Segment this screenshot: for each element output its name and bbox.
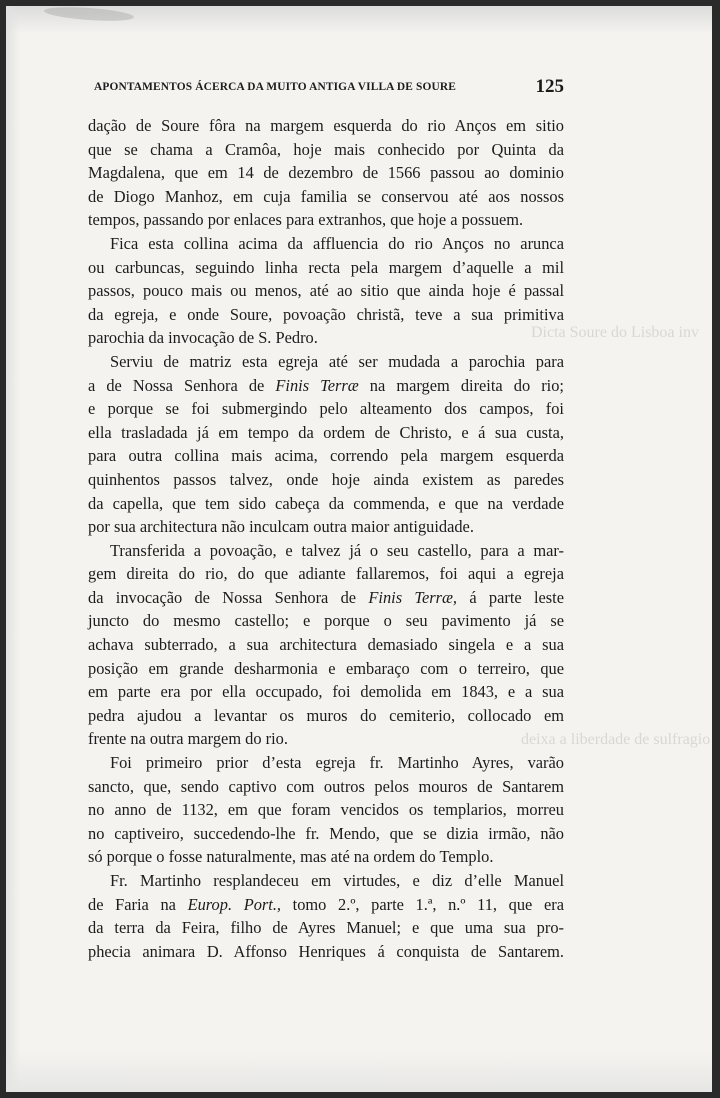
page-number: 125: [535, 76, 564, 97]
text-segment: passos, pouco mais ou menos, até ao sitio que ainda hoje é passal: [88, 281, 564, 301]
scan-shadow-bottom: [6, 1052, 712, 1092]
text-line: [88, 303, 564, 327]
text-segment: na margem direita do rio;: [358, 375, 564, 395]
bleed-through-text-b: deixa a liberdade de sulfragio: [521, 731, 711, 748]
text-segment: da egreja, e onde Soure, povoação christã, teve a sua primitiva: [88, 304, 564, 324]
text-segment: gem direita do rio, do que adiante fallaremos, foi aqui a egreja: [88, 564, 564, 584]
text-segment: frente na outra margem do rio.: [88, 729, 288, 749]
text-segment: a de Nossa Senhora de: [88, 375, 276, 395]
scanned-page: [6, 6, 712, 1092]
text-line: [88, 421, 564, 445]
text-line: [88, 138, 564, 162]
text-segment: em parte era por ella occupado, foi demolida em 1843, e a sua: [88, 682, 564, 702]
text-segment: phecia animara D. Affonso Henriques á conquista de Santarem.: [88, 941, 564, 961]
text-line: [88, 822, 564, 846]
text-line: [88, 515, 564, 539]
text-line: [88, 256, 564, 280]
text-line: [88, 232, 564, 256]
text-segment: que se chama a Cramôa, hoje mais conhecido por Quinta da: [88, 139, 564, 159]
italic-text-segment: Finis Terræ: [275, 375, 359, 395]
scan-shadow-left: [6, 6, 20, 1092]
text-segment: quinhentos passos talvez, onde hoje ainda existem as paredes: [88, 469, 564, 489]
text-segment: á parte leste: [457, 587, 564, 607]
text-segment: por sua architectura não inculcam outra maior antiguidade.: [88, 517, 474, 537]
text-line: [88, 845, 564, 869]
text-segment: Foi primeiro prior d’esta egreja fr. Martinho Ayres, varão: [110, 753, 564, 773]
text-line: [88, 869, 564, 893]
text-segment: de Diogo Manhoz, em cuja familia se conservou até aos nossos: [88, 186, 564, 206]
text-segment: pedra ajudou a levantar os muros do cemiterio, collocado em: [88, 705, 564, 725]
text-line: [88, 350, 564, 374]
text-line: [88, 727, 564, 751]
text-segment: parochia da invocação de S. Pedro.: [88, 328, 318, 348]
text-line: [88, 704, 564, 728]
text-segment: juncto do mesmo castello; e porque o seu pavimento já se: [88, 611, 564, 631]
text-line: [88, 657, 564, 681]
text-line: [88, 609, 564, 633]
text-segment: Serviu de matriz esta egreja até ser mudada a parochia para: [110, 351, 564, 371]
text-segment: no captiveiro, succedendo-lhe fr. Mendo, que se dizia irmão, não: [88, 823, 564, 843]
text-line: [88, 539, 564, 563]
text-line: [88, 562, 564, 586]
text-line: [88, 114, 564, 138]
text-segment: achava subterrado, a sua architectura demasiado singela e a sua: [88, 635, 564, 655]
text-line: [88, 775, 564, 799]
text-line: [88, 940, 564, 964]
text-line: [88, 916, 564, 940]
text-segment: da invocação de Nossa Senhora de: [88, 587, 369, 607]
text-segment: tomo 2.º, parte 1.ª, n.º 11, que era: [281, 894, 564, 914]
text-line: [88, 586, 564, 610]
text-segment: Fr. Martinho resplandeceu em virtudes, e diz d’elle Manuel: [110, 871, 564, 890]
text-line: [88, 751, 564, 775]
text-segment: Magdalena, que em 14 de dezembro de 1566 passou ao dominio: [88, 163, 564, 183]
text-segment: Fica esta collina acima da affluencia do rio Anços no arunca: [110, 233, 564, 253]
text-line: [88, 397, 564, 421]
text-line: [88, 798, 564, 822]
text-line: [88, 326, 564, 350]
text-segment: Transferida a povoação, e talvez já o seu castello, para a mar-: [110, 540, 564, 560]
text-line: [88, 680, 564, 704]
text-segment: dação de Soure fôra na margem esquerda do rio Anços em sitio: [88, 116, 564, 135]
text-segment: posição em grande desharmonia e embaraço com o terreiro, que: [88, 658, 564, 678]
text-segment: sancto, que, sendo captivo com outros pelos mouros de Santarem: [88, 776, 564, 796]
body-text: [88, 114, 564, 963]
text-line: [88, 633, 564, 657]
text-segment: tempos, passando por enlaces para extranhos, que hoje a possuem.: [88, 210, 524, 230]
bleed-through-text-a: Dicta Soure do Lisboa inv: [531, 324, 699, 341]
text-line: [88, 893, 564, 917]
text-segment: ella trasladada já em tempo da ordem de Christo, e á sua custa,: [88, 422, 564, 442]
text-segment: de Faria na: [88, 894, 188, 914]
text-segment: para outra collina mais acima, correndo pela margem esquerda: [88, 446, 564, 466]
text-line: [88, 468, 564, 492]
running-title: APONTAMENTOS ÁCERCA DA MUITO ANTIGA VILLA DE SOURE: [94, 81, 457, 93]
text-segment: só porque o fosse naturalmente, mas até na ordem do Templo.: [88, 847, 494, 867]
text-line: [88, 444, 564, 468]
text-line: [88, 208, 564, 232]
text-segment: da terra da Feira, filho de Ayres Manuel; e que uma sua pro-: [88, 918, 564, 938]
text-segment: e porque se foi submergindo pelo alteamento dos campos, foi: [88, 399, 564, 419]
text-segment: ou carbuncas, seguindo linha recta pela margem d’aquelle a mil: [88, 257, 564, 277]
text-line: [88, 492, 564, 516]
text-segment: da capella, que tem sido cabeça da commenda, e que na verdade: [88, 493, 564, 513]
text-line: [88, 279, 564, 303]
running-head: [94, 76, 564, 100]
italic-text-segment: Finis Terræ,: [368, 587, 458, 607]
italic-text-segment: Europ. Port.,: [187, 894, 282, 914]
text-line: [88, 185, 564, 209]
text-line: [88, 374, 564, 398]
text-line: [88, 161, 564, 185]
text-segment: no anno de 1132, em que foram vencidos os templarios, morreu: [88, 800, 564, 820]
